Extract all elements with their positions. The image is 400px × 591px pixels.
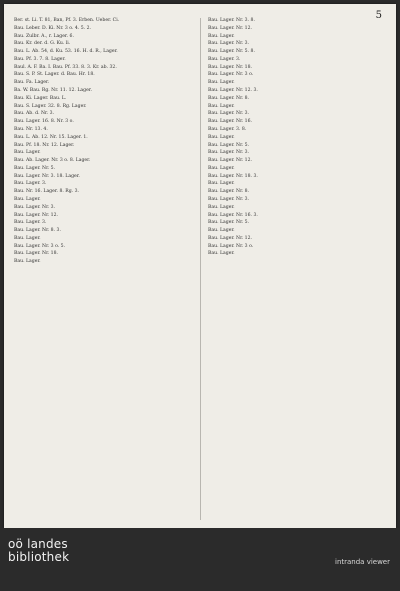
left-column [14,18,184,267]
directory-entry: Bau. Lager. 16. 8. Nr. 3 o. [14,119,74,125]
directory-entry: Bau. Zulbr. A., r. Lager. 6. [14,33,74,39]
viewer-footer [0,528,400,591]
directory-entry: Bau. Lager. Nr. 3. [208,196,250,202]
page-number: 5 [375,10,382,21]
directory-entry: Bau. Lager. [208,228,235,234]
directory-entry: Bau. Lager. Nr. 16. [208,119,252,125]
directory-entry: Bau. Lager. Nr. 12. [208,25,252,31]
directory-entry: Bau. S. P. St. Lager. d. Bau. Hr. 18. [14,72,95,78]
directory-entry: Bau. Lager. Nr. 3 o. [208,243,254,249]
directory-entry: Bau. Lager. [208,204,235,210]
directory-entry: Bau. Lager. Nr. 18. [208,64,252,70]
directory-entry: Bau. Ki. Lager. Bau. L. [14,95,67,101]
viewer-label: intranda viewer [335,558,390,566]
right-column [208,18,378,259]
directory-entry: Bau. Nr. 13. 4. [14,126,48,132]
directory-entry: Bau. Lager. Nr. 3. [14,204,56,210]
directory-entry: Bau. Lager. Nr. 3. [208,150,250,156]
directory-entry: Bau. Lager. [208,165,235,171]
directory-entry: Bau. Lager. Nr. 5. [208,142,250,148]
directory-entry: Bau. L. Ab. 54, d. Ku. 53. 16. H. d. R., Lager. [14,49,118,55]
directory-entry: Ba. W. Bau. Rg. Nr. 11. 12. Lager. [14,88,92,94]
directory-entry: Bau. Lager. Nr. 3 o. [208,72,254,78]
directory-entry: Bau. Lager. 3. [14,220,47,226]
directory-entry: Bau. Lager. [208,103,235,109]
directory-entry: Bau. Lager. [14,196,41,202]
directory-entry: Bau. Lager. Nr. 12. [14,212,58,218]
directory-entry: Ber. st. Li. T. 81, Ban, Pf. 3. Erben. Ueber. Ci. [14,18,120,23]
directory-entry: Bau. Pf. 18. Nr. 12. Lager. [14,142,75,148]
directory-entry: Bau. Lager. [208,80,235,86]
directory-entry: Bau. Lager. [208,181,235,187]
directory-entry: Bau. Ab. d. Nr. 3. [14,111,55,117]
directory-entry: Bau. Fa. Lager. [14,80,50,86]
directory-entry: Bau. Lager. Nr. 5. [14,165,56,171]
directory-entry: Bau. Lager. 3. [14,181,47,187]
directory-entry: Bau. Lager. 3. [208,56,241,62]
directory-entry: Bau. Lager. Nr. 18. 3. [208,173,258,179]
directory-entry: Bau. L. Ab. 12. Nr. 15. Lager. 1. [14,134,88,140]
directory-entry: Bau. S. Lager. 32. 8. Rg. Lager. [14,103,87,109]
directory-entry: Bau. Lager. Nr. 8. [208,189,250,195]
library-logo[interactable] [8,538,69,564]
directory-entry: Bau. Lager. [14,259,41,265]
directory-entry: Bau. Nr. 16. Lager. 8. Rg. 3. [14,189,79,195]
directory-entry: Bau. Lager. Nr. 3. [208,41,250,47]
directory-entry: Bau. Lager. Nr. 18. [14,251,58,257]
directory-entry: Bau. Lager. Nr. 3 o. 5. [14,243,66,249]
directory-entry: Bau. Lager. Nr. 12. 3. [208,88,258,94]
directory-entry: Bau. Lager. Nr. 8. [208,95,250,101]
column-divider [200,18,201,520]
directory-entry: Bau. Lager. 3. 8. [208,126,247,132]
directory-entry: Bau. Lager. [14,235,41,241]
directory-entry: Bau. Lager. Nr. 5. 8. [208,49,255,55]
directory-entry: Bau. Lager. [14,150,41,156]
scanned-page [4,4,396,528]
directory-entry: Bau. Lager. Nr. 16. 3. [208,212,258,218]
directory-entry: Bau. Lager. [208,251,235,257]
logo-line-2: bibliothek [8,550,70,564]
directory-entry: Bau. Lager. Nr. 3. [208,111,250,117]
directory-entry: Bau. Lager. Nr. 3. 8. [208,18,255,23]
directory-entry: Bau. Kr. der. d. G. Ku. li. [14,41,71,47]
directory-entry: Bau. Lager. Nr. 12. [208,158,252,164]
directory-entry: Bau. Lager. [208,33,235,39]
directory-entry: Bau. Pf. 3. 7. 8. Lager. [14,56,66,62]
directory-entry: Bau. Lager. [208,134,235,140]
directory-entry: Bau. Lager. Nr. 8. 3. [14,228,61,234]
directory-entry: Bau. Lager. Nr. 5. [208,220,250,226]
directory-entry: Bau. Ab. Lager. Nr. 3 o. 8. Lager. [14,158,91,164]
directory-entry: Bau. Lager. Nr. 3. 18. Lager. [14,173,80,179]
directory-entry: Baul. A. F. Ba. I. Bau. Pf. 33. 8. 3. Kr. ab. 32. [14,64,117,70]
directory-entry: Bau. Leber. D. Ki. Nr. 3 o. 4. 5. 2. [14,25,91,31]
logo-line-1: oö landes [8,537,68,551]
directory-entry: Bau. Lager. Nr. 12. [208,235,252,241]
